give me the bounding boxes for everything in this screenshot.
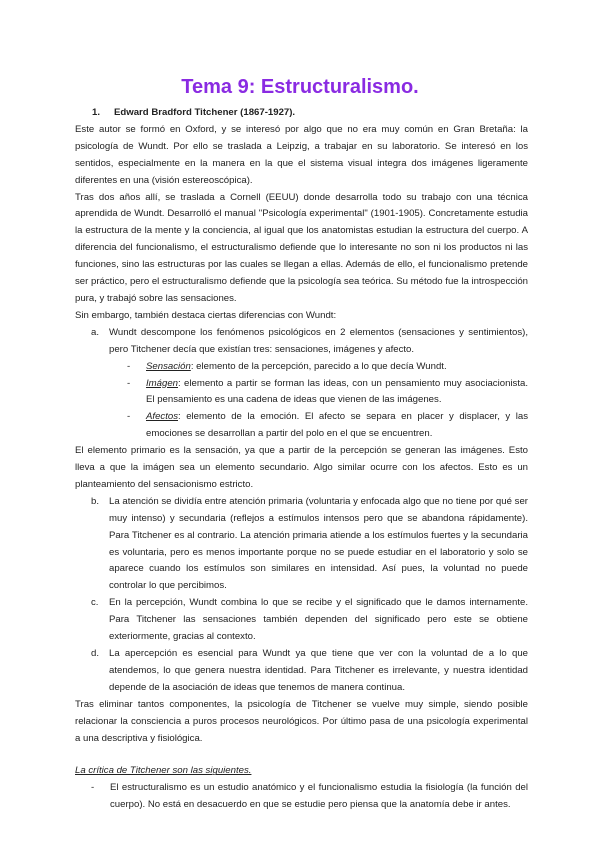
term-sensacion: Sensación	[146, 360, 191, 372]
dash-bullet: -	[127, 377, 131, 389]
critique-title: La crítica de Titchener son las siguientes.	[75, 765, 252, 777]
paragraph-cornell: Tras dos años allí, se traslada a Cornell (EEUU) donde desarrolla todo su trabajo con una técnica aprendida de Wundt. Desarrolló el manual "Psicología experimental" (1901-1905). Concretamente estudia la estructura de la mente y la conciencia, al igual que los anatomistas estudian la estructura del cuerpo. A diferencia del funcionalismo, el estructuralismo defiende que lo interesante no son ni los productos ni las funciones, sino las estructuras por las cuales se llegan a ellas. Además de ello, el funcionalismo pretende ser práctico, pero el estructuralismo defiende que la psicología sea teórica. Su método fue la introspección pura, y trabajó sobre las sensaciones.	[75, 191, 528, 304]
list-item-text: La atención se dividía entre atención primaria (voluntaria y enfocada algo que no tiene por qué ser muy intenso) y secundaria (reflejos a estímulos intensos pero que se abandona rápidamente). Para Titchener es al contrario. La atención primaria atiende a los estímulos fuertes y la secundaria es voluntaria, pero es menos importante porque no se puede estudiar en el laboratorio y solo se aparece cuando los estímulos son similares en intensidad. Así pues, la voluntad no puede controlar lo que percibimos.	[109, 495, 528, 592]
section-number: 1.	[92, 107, 101, 118]
dash-bullet: -	[127, 411, 131, 423]
list-marker: b.	[91, 495, 100, 507]
list-marker: a.	[91, 326, 100, 338]
paragraph-sensation: El elemento primario es la sensación, ya que a partir de la percepción se generan las imágenes. Esto lleva a que la imágen sea un elemento secundario. Algo similar ocurre con los afectos. Esto es un planteamiento del sensacionismo estricto.	[75, 445, 528, 490]
list-item-text: Wundt descompone los fenómenos psicológicos en 2 elementos (sensaciones y sentimientos), pero Titchener decía que existían tres: sensaciones, imágenes y afecto.	[109, 326, 528, 355]
subitem-imagen	[75, 376, 528, 410]
section-heading	[75, 105, 528, 122]
difference-list	[75, 325, 528, 443]
subitem-text: : elemento de la emoción. El afecto se separa en placer y displacer, y las emociones se desarrollan a partir del polo en el que se encuentren.	[146, 411, 528, 440]
term-imagen: Imágen	[146, 377, 178, 389]
list-item-c	[75, 595, 528, 646]
paragraph-conclusion: Tras eliminar tantos componentes, la psicología de Titchener se vuelve muy simple, siendo posible relacionar la consciencia a puros procesos neurológicos. Por último pasa de una psicología experimental a una descriptiva y fisiológica.	[75, 698, 528, 744]
list-marker: c.	[91, 597, 99, 609]
page-title: Tema 9: Estructuralismo.	[181, 76, 419, 98]
difference-list-continued	[75, 494, 528, 697]
subitem-text: : elemento a partir se forman las ideas, con un pensamiento muy asociacionista. El pensamiento es una cadena de ideas que vienen de las imágenes.	[146, 377, 528, 406]
critique-bullet	[75, 780, 528, 814]
list-item-text: En la percepción, Wundt combina lo que se recibe y el significado que le damos internamente. Para Titchener las sensaciones también dependen del significado pero este se obtiene exteriormente, gracias al contexto.	[109, 597, 528, 643]
list-item-a	[75, 325, 528, 359]
paragraph-intro: Este autor se formó en Oxford, y se interesó por algo que no era muy común en Gran Bretaña: la psicología de Wundt. Por ello se traslada a Leipzig, a trabajar en su laboratorio. Se interesó en los sentidos, especialmente en la manera en la que el sistema visual integra dos imágenes ligeramente diferentes en una (visión estereoscópica).	[75, 123, 528, 186]
section-heading-text: Edward Bradford Titchener (1867-1927).	[114, 107, 296, 118]
document-body	[75, 105, 528, 814]
term-afectos: Afectos	[146, 411, 178, 423]
critique-bullet-text: El estructuralismo es un estudio anatómico y el funcionalismo estudia la fisiología (la función del cuerpo). No está en desacuerdo en que se estudie pero piensa que la anatomía debe ir antes.	[110, 782, 528, 811]
subitem-sensacion	[75, 359, 528, 376]
list-item-d	[75, 646, 528, 697]
list-marker: d.	[91, 648, 100, 659]
subitem-afectos	[75, 409, 528, 443]
list-item-text: La apercepción es esencial para Wundt ya que tiene que ver con la voluntad de a lo que atendemos, lo que genera nuestra identidad. Para Titchener es irrelevante, y nuestra identidad depende de la asociación de ideas que tenemos de manera continua.	[109, 648, 528, 693]
subitem-text: : elemento de la percepción, parecido a lo que decía Wundt.	[190, 360, 447, 372]
dash-bullet: -	[127, 360, 131, 372]
dash-bullet: -	[91, 782, 95, 794]
list-item-b	[75, 494, 528, 595]
paragraph-differences: Sin embargo, también destaca ciertas diferencias con Wundt:	[75, 309, 337, 321]
